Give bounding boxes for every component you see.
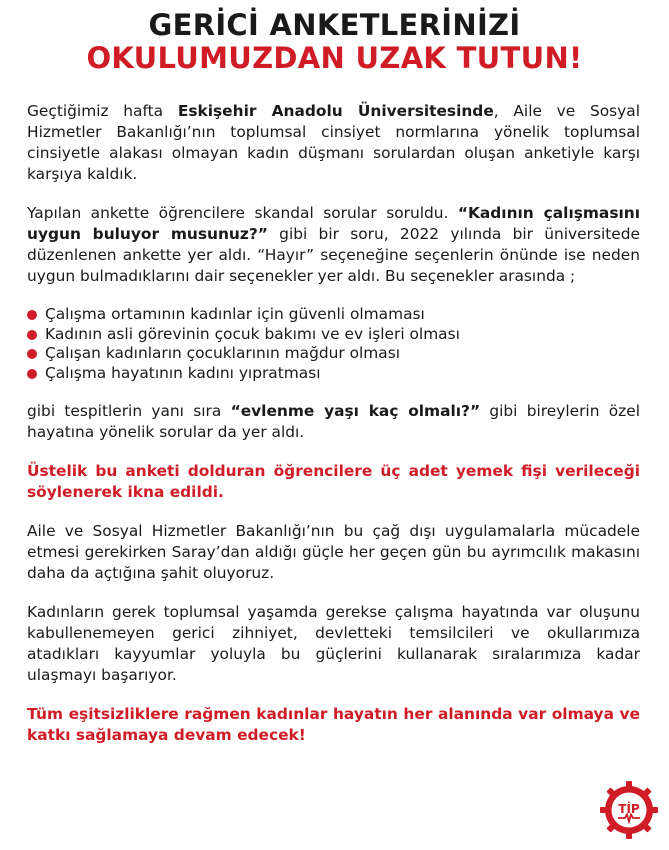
headline-line-1: GERİCİ ANKETLERİNİZİ <box>148 8 521 42</box>
bullet-dot-icon <box>27 330 37 340</box>
p2-text-start: Yapılan ankette öğrencilere skandal sorular soruldu. <box>27 204 458 222</box>
paragraph-1 <box>27 101 640 185</box>
closing-statement: Tüm eşitsizliklere rağmen kadınlar hayatın her alanında var olmaya ve katkı sağlamaya devam edecek! <box>27 705 640 744</box>
list-item-text: Kadının asli görevinin çocuk bakımı ve ev işleri olması <box>45 324 460 343</box>
logo-text: TİP <box>618 802 640 816</box>
paragraph-3 <box>27 401 640 443</box>
list-item-text: Çalışan kadınların çocuklarının mağdur olması <box>45 344 400 362</box>
bullet-dot-icon <box>27 310 37 320</box>
headline <box>0 9 669 75</box>
p3-question-quote: “evlenme yaşı kaç olmalı?” <box>230 402 481 420</box>
paragraph-4-highlight: Üstelik bu anketi dolduran öğrencilere üç adet yemek fişi verileceği söylenerek ikna edildi. <box>27 462 640 501</box>
list-item-text: Çalışma hayatının kadını yıpratması <box>45 363 321 382</box>
p1-text-end: , Aile ve Sosyal Hizmetler Bakanlığı’nın toplumsal cinsiyet normlarına yönelik toplumsal cinsiyetle alakası olmayan kadın düşmanı sorulardan oluşan anketiyle karşı karşıya kaldık. <box>27 102 641 183</box>
p3-text-start: gibi tespitlerin yanı sıra <box>27 402 231 420</box>
article-body <box>27 101 640 764</box>
p2-text-end: gibi bir soru, 2022 yılında bir üniversitede düzenlenen ankette yer aldı. “Hayır” seçeneğine seçenlerin önünde ise neden uygun bulmadıklarını dair seçenekler yer aldı. Bu seçenekler arasında ; <box>27 225 640 285</box>
tip-party-logo <box>599 780 659 840</box>
headline-line-2: OKULUMUZDAN UZAK TUTUN! <box>86 41 583 75</box>
p1-university-name: Eskişehir Anadolu Üniversitesinde <box>177 102 494 120</box>
list-item <box>27 364 640 384</box>
paragraph-5: Aile ve Sosyal Hizmetler Bakanlığı’nın bu çağ dışı uygulamalarla mücadele etmesi gerekirken Saray’dan aldığı güçle her geçen gün bu ayrımcılık makasını daha da açtığına şahit oluyoruz. <box>27 522 640 582</box>
paragraph-6: Kadınların gerek toplumsal yaşamda gerekse çalışma hayatında var oluşunu kabullenemeyen gerici zihniyet, devletteki temsilcileri ve okullarımıza atadıkları kayyumlar yoluyla bu güçlerini kullanarak sıralarımıza kadar ulaşmayı başarıyor. <box>27 603 640 684</box>
list-item <box>27 305 640 325</box>
bullet-dot-icon <box>27 369 37 379</box>
p3-text-end: gibi bireylerin özel hayatına yönelik sorular da yer aldı. <box>27 402 640 441</box>
list-item-text: Çalışma ortamının kadınlar için güvenli olmaması <box>45 305 425 323</box>
paragraph-2 <box>27 203 640 287</box>
p1-text-start: Geçtiğimiz hafta <box>27 102 178 120</box>
list-item <box>27 325 640 345</box>
options-list <box>27 305 640 383</box>
p2-question-quote: “Kadının çalışmasını uygun buluyor musunuz?” <box>27 204 640 243</box>
list-item <box>27 344 640 364</box>
bullet-dot-icon <box>27 349 37 359</box>
